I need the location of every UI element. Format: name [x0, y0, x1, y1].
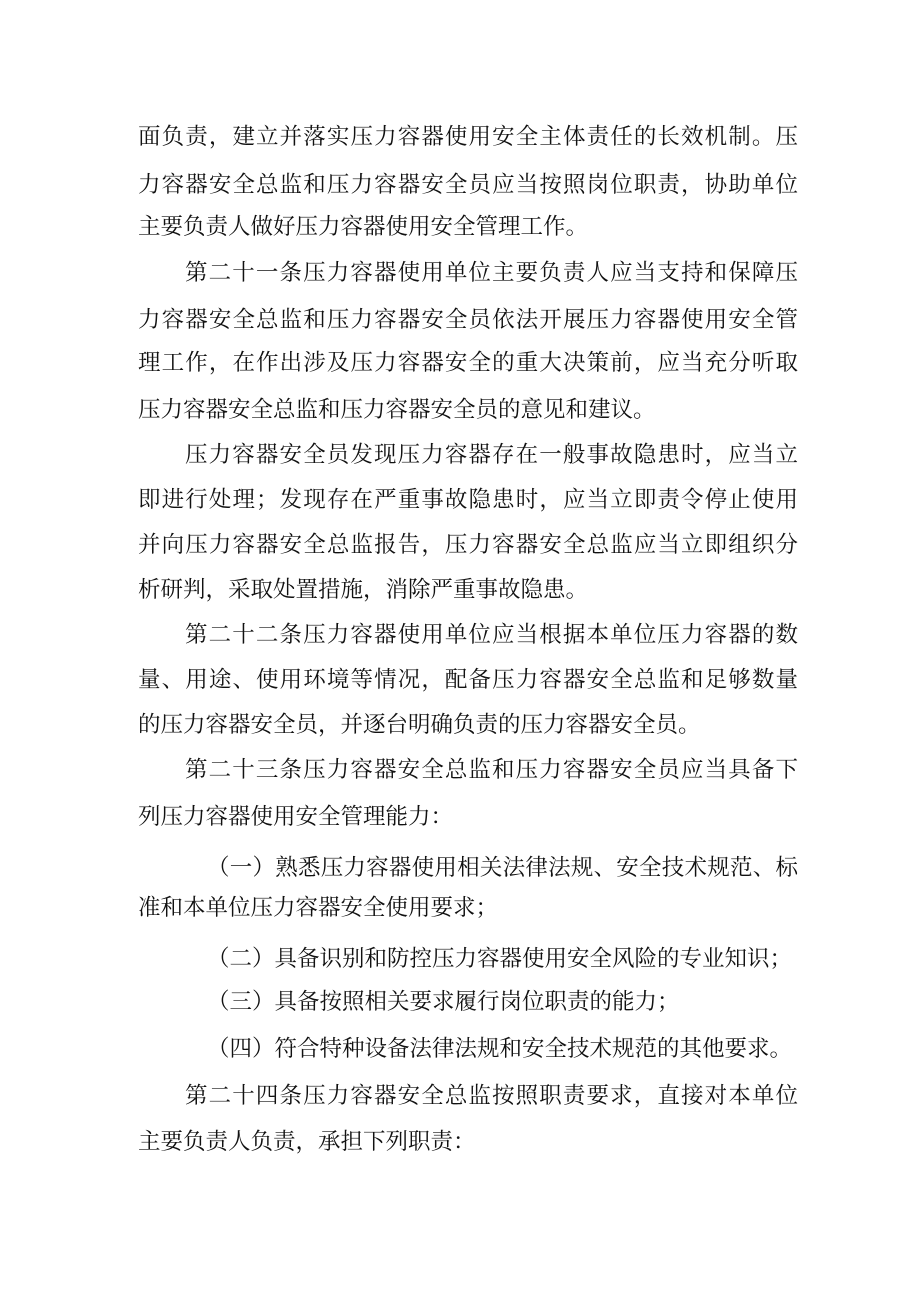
list-item-1-continuation: 准和本单位压力容器安全使用要求； — [138, 895, 499, 921]
list-item-1: （一）熟悉压力容器使用相关法律法规、安全技术规范、标 — [207, 855, 798, 881]
list-item-3: （三）具备按照相关要求履行岗位职责的能力； — [207, 989, 680, 1015]
list-item-2: （二）具备识别和防控压力容器使用安全风险的专业知识； — [207, 946, 793, 972]
paragraph-line: 力容器安全总监和压力容器安全员依法开展压力容器使用安全管 — [138, 307, 798, 333]
paragraph-line: 主要负责人做好压力容器使用安全管理工作。 — [138, 214, 589, 240]
article-22-line: 第二十二条压力容器使用单位应当根据本单位压力容器的数 — [185, 622, 798, 648]
paragraph-line: 压力容器安全员发现压力容器存在一般事故隐患时，应当立 — [185, 442, 798, 468]
paragraph-line: 即进行处理；发现存在严重事故隐患时，应当立即责令停止使用 — [138, 487, 798, 513]
paragraph-line: 量、用途、使用环境等情况，配备压力容器安全总监和足够数量 — [138, 667, 798, 693]
paragraph-line: 的压力容器安全员，并逐台明确负责的压力容器安全员。 — [138, 712, 701, 738]
paragraph-line: 面负责，建立并落实压力容器使用安全主体责任的长效机制。压 — [138, 124, 798, 150]
article-23-line: 第二十三条压力容器安全总监和压力容器安全员应当具备下 — [185, 757, 798, 783]
paragraph-line: 析研判，采取处置措施，消除严重事故隐患。 — [138, 577, 589, 603]
list-item-4: （四）符合特种设备法律法规和安全技术规范的其他要求。 — [207, 1036, 793, 1062]
article-21-line: 第二十一条压力容器使用单位主要负责人应当支持和保障压 — [185, 260, 798, 286]
paragraph-line: 列压力容器使用安全管理能力： — [138, 804, 454, 830]
paragraph-line: 力容器安全总监和压力容器安全员应当按照岗位职责，协助单位 — [138, 172, 798, 198]
article-24-line: 第二十四条压力容器安全总监按照职责要求，直接对本单位 — [185, 1083, 798, 1109]
paragraph-line: 并向压力容器安全总监报告，压力容器安全总监应当立即组织分 — [138, 532, 798, 558]
paragraph-line: 压力容器安全总监和压力容器安全员的意见和建议。 — [138, 397, 656, 423]
paragraph-line: 主要负责人负责，承担下列职责： — [138, 1129, 476, 1155]
paragraph-line: 理工作，在作出涉及压力容器安全的重大决策前，应当充分听取 — [138, 350, 798, 376]
